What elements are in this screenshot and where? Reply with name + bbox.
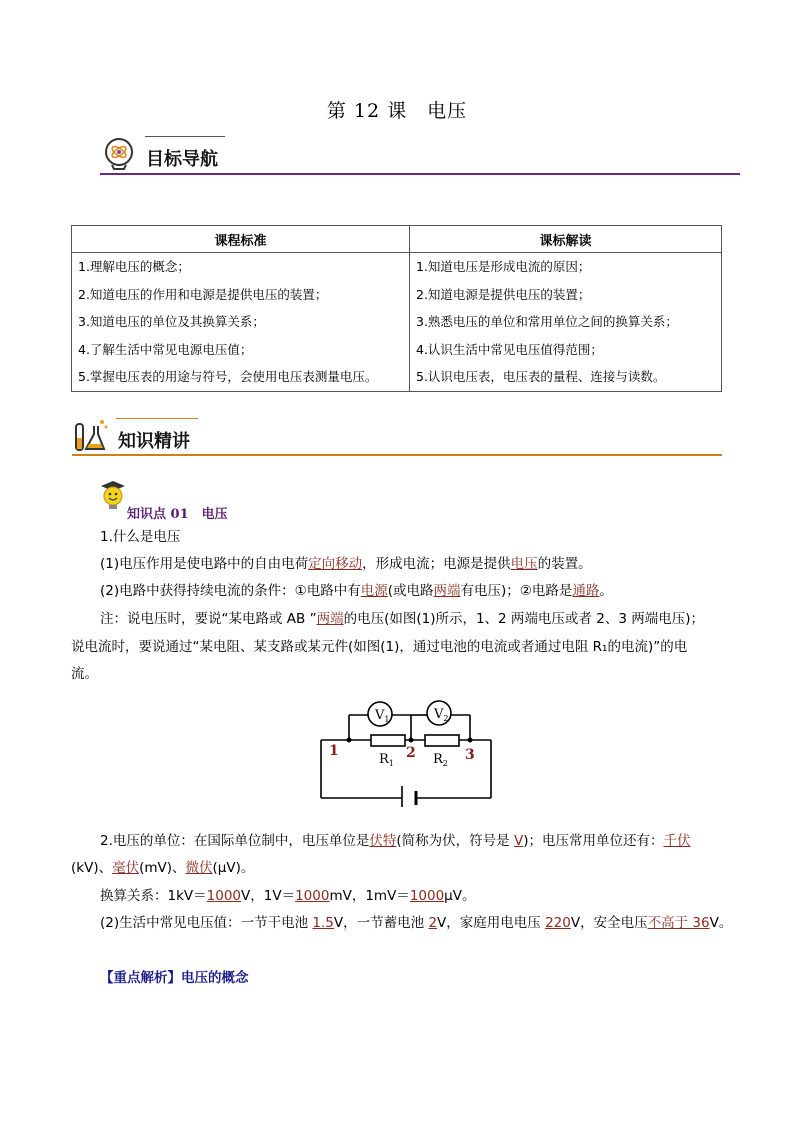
section-heading-knowledge: 知识精讲: [118, 431, 190, 452]
node-2-label: 2: [406, 745, 416, 761]
voltmeter-v1-label: $V_1$: [375, 708, 390, 724]
list-item: 4.了解生活中常见电源电压值；: [78, 341, 253, 357]
brain-atom-icon: [102, 136, 136, 170]
section-header-goals: [100, 133, 740, 178]
paragraph: 1.什么是电压: [100, 529, 181, 545]
list-item: 3.熟悉电压的单位和常用单位之间的换算关系；: [416, 314, 678, 329]
table-cell-interpretations: [410, 253, 722, 392]
list-item: 5.掌握电压表的用途与符号，会使用电压表测量电压。: [78, 369, 378, 384]
section-heading-goals: 目标导航: [146, 149, 218, 170]
knowledge-point-label: 知识点 01 电压: [127, 507, 228, 522]
voltmeter-v2-label: $V_2$: [434, 707, 449, 723]
node-3-label: 3: [465, 747, 475, 763]
section-header-knowledge: [72, 414, 722, 459]
paragraph: 换算关系：1kV＝1000V，1V＝1000mV，1mV＝1000μV。: [100, 888, 476, 904]
resistor-r1-label: $R_1$: [379, 752, 394, 768]
list-item: 1.知道电压是形成电流的原因；: [416, 259, 591, 274]
paragraph: 流。: [71, 666, 98, 682]
list-item: 5.认识电压表，电压表的量程、连接与读数。: [416, 369, 666, 384]
paragraph: (kV)、毫伏(mV)、微伏(μV)。: [71, 860, 255, 876]
lab-flask-icon: [72, 416, 110, 454]
list-item: 4.认识生活中常见电压值得范围；: [416, 341, 603, 357]
node-1-label: 1: [329, 743, 339, 759]
paragraph: 注：说电压时，要说“某电路或 AB ”两端的电压(如图(1)所示，1、2 两端电压或者 2、3 两端电压)；: [100, 611, 704, 627]
list-item: 1.理解电压的概念；: [78, 259, 190, 274]
paragraph: (2)电路中获得持续电流的条件：①电路中有电源(或电路两端有电压)；②电路是通路。: [100, 583, 613, 599]
table-cell-standards: [72, 253, 410, 392]
table-header-standard: 课程标准: [72, 226, 410, 253]
curriculum-table: [71, 225, 722, 392]
circuit-diagram: [315, 695, 505, 807]
paragraph: (2)生活中常见电压值：一节干电池 1.5V，一节蓄电池 2V，家庭用电电压 220V，安全电压不高于 36V。: [100, 915, 733, 931]
table-header-interpretation: 课标解读: [410, 226, 722, 253]
list-item: 2.知道电源是提供电压的装置；: [416, 286, 591, 302]
list-item: 3.知道电压的单位及其换算关系；: [78, 314, 265, 329]
page-title: 第 12 课 电压: [326, 100, 468, 122]
bulb-graduate-icon: [98, 479, 128, 511]
list-item: 2.知道电压的作用和电源是提供电压的装置；: [78, 286, 328, 302]
paragraph: 2.电压的单位：在国际单位制中，电压单位是伏特(简称为伏，符号是 V)；电压常用单位还有：千伏: [100, 833, 691, 849]
key-analysis-heading: 【重点解析】电压的概念: [100, 970, 249, 986]
paragraph: (1)电压作用是使电路中的自由电荷定向移动，形成电流；电源是提供电压的装置。: [100, 556, 592, 572]
resistor-r2-label: $R_2$: [433, 752, 448, 768]
paragraph: 说电流时，要说通过“某电阻、某支路或某元件(如图(1)，通过电池的电流或者通过电阻 R₁的电流)”的电: [71, 639, 688, 655]
